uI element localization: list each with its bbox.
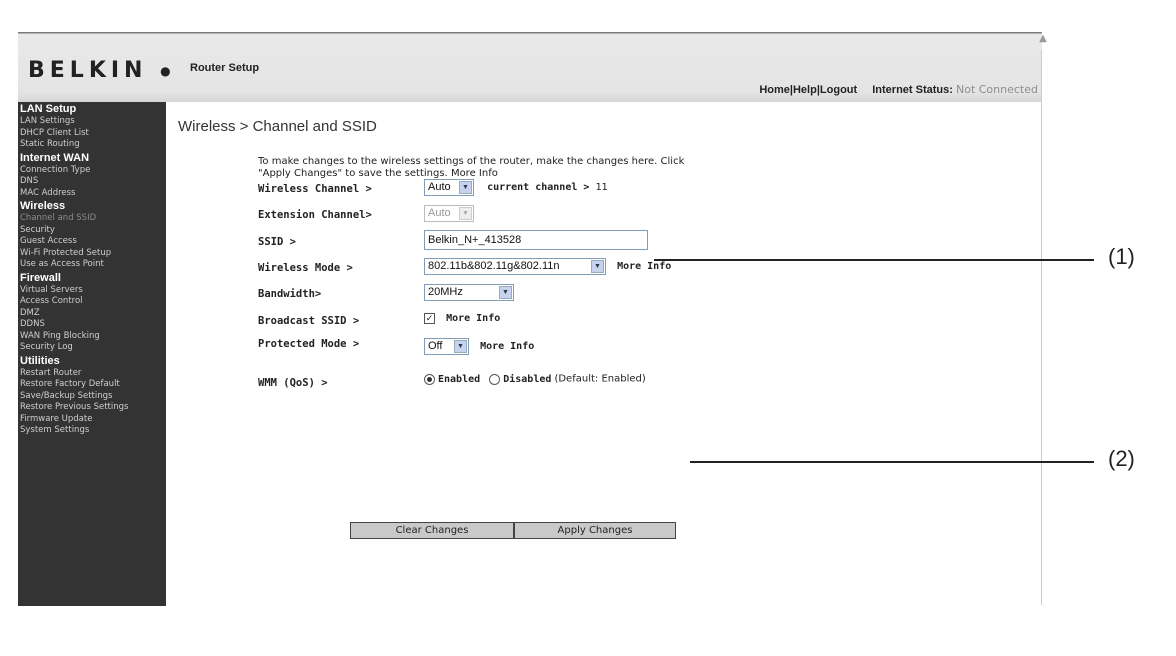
intro-line-2: "Apply Changes" to save the settings. More Info <box>258 168 498 179</box>
header-bar <box>18 32 1042 102</box>
router-admin-window <box>18 32 1042 606</box>
sidebar-item-dns[interactable]: DNS <box>20 176 39 186</box>
sidebar-item-dmz[interactable]: DMZ <box>20 307 40 318</box>
broadcast-ssid-row <box>424 312 500 324</box>
internet-status-value: Not Connected <box>955 83 1038 96</box>
sidebar-item-wan-ping-blocking[interactable]: WAN Ping Blocking <box>20 330 100 341</box>
page-title: Wireless > Channel and SSID <box>178 118 377 135</box>
sidebar <box>18 102 166 606</box>
internet-status-label: Internet Status: <box>872 84 953 96</box>
bandwidth-row <box>424 284 514 301</box>
callout-1-line <box>654 259 1094 261</box>
wmm-disabled-radio[interactable] <box>489 374 500 385</box>
current-channel-value: 11 <box>595 182 608 193</box>
chevron-down-icon: ▼ <box>591 260 604 273</box>
callout-2-label: (2) <box>1108 446 1135 471</box>
intro-text <box>258 156 818 180</box>
logo-dot-icon: ● <box>160 64 171 78</box>
broadcast-ssid-checkbox[interactable]: ✓ <box>425 312 434 323</box>
wmm-enabled-label: Enabled <box>438 373 481 385</box>
protected-mode-row <box>424 338 534 355</box>
wireless-mode-more-info-link[interactable]: More Info <box>617 261 672 272</box>
belkin-logo: BELKIN ● <box>28 58 171 83</box>
sidebar-item-access-control[interactable]: Access Control <box>20 296 83 306</box>
chevron-down-icon: ▼ <box>459 207 472 220</box>
bandwidth-label: Bandwidth> <box>258 288 322 300</box>
sidebar-item-restart-router[interactable]: Restart Router <box>20 367 82 378</box>
bandwidth-select[interactable]: 20MHz ▼ <box>424 284 514 301</box>
wireless-channel-row <box>424 179 608 196</box>
broadcast-ssid-more-info-link[interactable]: More Info <box>446 312 501 324</box>
sidebar-group-lan-setup: LAN Setup <box>20 103 77 115</box>
sidebar-item-mac-address[interactable]: MAC Address <box>20 187 76 198</box>
sidebar-item-restore-factory-default[interactable]: Restore Factory Default <box>20 379 120 389</box>
extension-channel-select: Auto ▼ <box>424 205 474 222</box>
extension-channel-label: Extension Channel> <box>258 209 372 221</box>
callout-1-label: (1) <box>1108 244 1135 269</box>
sidebar-item-security[interactable]: Security <box>20 224 55 235</box>
chevron-down-icon: ▼ <box>499 286 512 299</box>
clear-changes-button[interactable]: Clear Changes <box>350 522 514 539</box>
sidebar-group-utilities: Utilities <box>20 354 60 367</box>
sidebar-item-channel-and-ssid[interactable]: Channel and SSID <box>20 213 97 223</box>
extension-channel-row <box>424 205 474 222</box>
protected-mode-label: Protected Mode > <box>258 338 360 350</box>
sidebar-item-connection-type[interactable]: Connection Type <box>20 164 91 175</box>
sidebar-item-static-routing[interactable]: Static Routing <box>20 139 80 149</box>
chevron-down-icon: ▼ <box>454 340 467 353</box>
scrollbar-track[interactable] <box>1041 50 1042 605</box>
sidebar-item-use-as-access-point[interactable]: Use as Access Point <box>20 259 104 269</box>
ssid-label: SSID > <box>258 236 296 248</box>
sidebar-item-lan-settings[interactable]: LAN Settings <box>20 116 75 126</box>
sidebar-group-firewall: Firewall <box>20 271 61 284</box>
main-content <box>166 102 1042 606</box>
wireless-channel-label: Wireless Channel > <box>258 183 372 195</box>
sidebar-item-system-settings[interactable]: System Settings <box>20 425 90 435</box>
wmm-row <box>424 373 646 385</box>
wmm-default-note: (Default: Enabled) <box>554 373 646 385</box>
ssid-row <box>424 230 648 250</box>
sidebar-item-guest-access[interactable]: Guest Access <box>20 236 77 246</box>
page-header-title: Router Setup <box>190 62 260 74</box>
logout-link[interactable]: Logout <box>819 84 858 96</box>
current-channel-label: current channel > 11 <box>487 182 608 193</box>
scroll-up-icon[interactable]: ▲ <box>1039 33 1047 44</box>
wireless-channel-select[interactable]: Auto ▼ <box>424 179 474 196</box>
sidebar-item-restore-previous-settings[interactable]: Restore Previous Settings <box>20 402 129 412</box>
wireless-mode-row <box>424 258 671 275</box>
sidebar-item-ddns[interactable]: DDNS <box>20 319 45 329</box>
wireless-mode-label: Wireless Mode > <box>258 262 353 274</box>
ssid-input[interactable]: Belkin_N+_413528 <box>424 230 648 250</box>
sidebar-group-internet-wan: Internet WAN <box>20 151 90 164</box>
sidebar-item-virtual-servers[interactable]: Virtual Servers <box>20 284 83 295</box>
intro-more-info-link[interactable]: More Info <box>450 168 498 179</box>
help-link[interactable]: Help <box>792 84 817 96</box>
header-links: Home|Help|Logout Internet Status: Not Connected <box>759 83 1038 96</box>
broadcast-ssid-label: Broadcast SSID > <box>258 315 360 327</box>
sidebar-item-security-log[interactable]: Security Log <box>20 342 73 352</box>
wmm-disabled-label: Disabled <box>503 373 552 385</box>
callout-2-line <box>690 461 1094 463</box>
chevron-down-icon: ▼ <box>459 181 472 194</box>
wireless-mode-select[interactable]: 802.11b&802.11g&802.11n ▼ <box>424 258 606 275</box>
sidebar-item-firmware-update[interactable]: Firmware Update <box>20 413 93 424</box>
protected-mode-select[interactable]: Off ▼ <box>424 338 469 355</box>
wmm-enabled-radio[interactable] <box>424 374 435 385</box>
protected-mode-more-info-link[interactable]: More Info <box>480 341 535 352</box>
apply-changes-button[interactable]: Apply Changes <box>514 522 676 539</box>
sidebar-item-save-backup-settings[interactable]: Save/Backup Settings <box>20 390 113 401</box>
home-link[interactable]: Home <box>759 84 790 96</box>
wmm-label: WMM (QoS) > <box>258 377 328 389</box>
intro-line-1: To make changes to the wireless settings of the router, make the changes here. Click <box>258 156 685 167</box>
sidebar-group-wireless: Wireless <box>20 200 66 212</box>
sidebar-item-dhcp-client-list[interactable]: DHCP Client List <box>20 127 89 138</box>
sidebar-item-wifi-protected-setup[interactable]: Wi-Fi Protected Setup <box>20 247 112 258</box>
